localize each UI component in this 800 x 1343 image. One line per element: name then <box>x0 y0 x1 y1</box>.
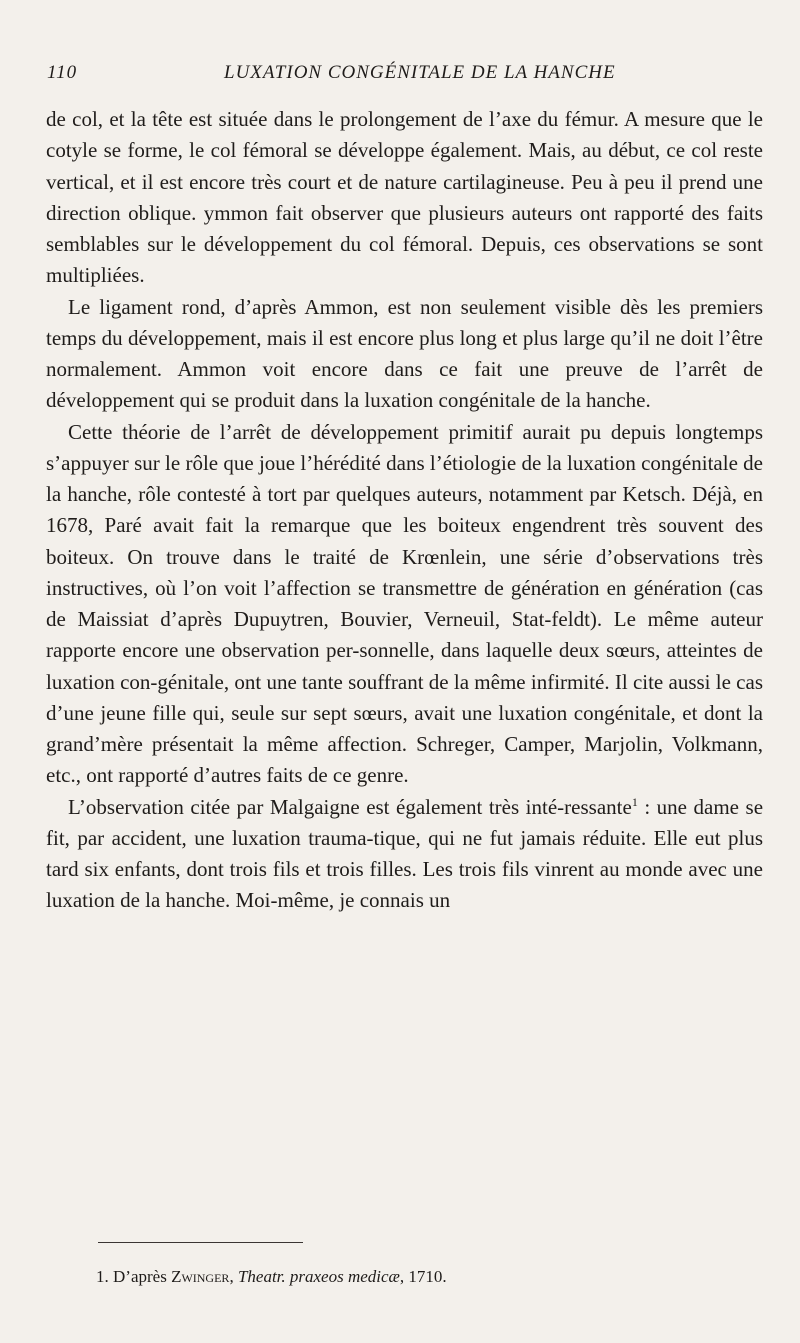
footnote-title: Theatr. praxeos medicæ <box>237 1267 400 1286</box>
paragraph-1: de col, et la tête est située dans le prolongement de l’axe du fémur. A mesure que le cotyle se forme, le col fémoral se développe également. Mais, au début, ce col reste vertical, et il est encore très court et de nature cartilagineuse. Peu à peu il prend une direction oblique. ymmon fait observer que plusieurs auteurs ont rapporté des faits semblables sur le développement du col fémoral. Depuis, ces observations se sont multipliées. <box>46 107 763 288</box>
footnote <box>96 1266 763 1288</box>
running-head <box>47 62 760 92</box>
body-text <box>46 104 763 917</box>
running-title: LUXATION CONGÉNITALE DE LA HANCHE <box>224 62 616 83</box>
footnote-divider <box>98 1242 303 1243</box>
page-number: 110 <box>47 62 78 83</box>
paragraph-3: Cette théorie de l’arrêt de développement primitif aurait pu depuis longtemps s’appuyer sur le rôle que joue l’hérédité dans l’étiologie de la luxation congénitale de la hanche, rôle contesté à tort par quelques auteurs, notamment par Ketsch. Déjà, en 1678, Paré avait fait la remarque que les boiteux engendrent très souvent des boiteux. On trouve dans le traité de Krœnlein, une série d’observations très instructives, où l’on voit l’affection se transmettre de génération en génération (cas de Maissiat d’après Dupuytren, Bouvier, Verneuil, Stat-feldt). Le même auteur rapporte encore une observation per-sonnelle, dans laquelle deux sœurs, atteintes de luxation con-génitale, ont une tante souffrant de la même infirmité. Il cite aussi le cas d’une jeune fille qui, seule sur sept sœurs, avait une luxation congénitale, et dont la grand’mère présentait la même affection. Schreger, Camper, Marjolin, Volkmann, etc., ont rapporté d’autres faits de ce genre. <box>46 419 763 788</box>
footnote-prefix: D’après <box>113 1267 167 1286</box>
footnote-separator: , <box>229 1267 234 1286</box>
footnote-author: Zwinger <box>171 1267 230 1286</box>
footnote-number: 1. <box>96 1267 109 1286</box>
footnote-reference: 1 <box>631 794 638 809</box>
paragraph-4-start: L’observation citée par Malgaigne est également très inté-ressante <box>68 794 632 819</box>
paragraph-4 <box>46 792 763 917</box>
footnote-year: , 1710. <box>399 1267 447 1286</box>
paragraph-4-end: : une dame se fit, par accident, une luxation trauma-tique, qui ne fut jamais réduite. Elle eut plus tard six enfants, dont trois fils et trois filles. Les trois fils vinrent au monde avec une luxation de la hanche. Moi-même, je connais un <box>46 794 764 913</box>
paragraph-2: Le ligament rond, d’après Ammon, est non seulement visible dès les premiers temps du développement, mais il est encore plus long et plus large qu’il ne doit l’être normalement. Ammon voit encore dans ce fait une preuve de l’arrêt de développement qui se produit dans la luxation congénitale de la hanche. <box>46 294 763 413</box>
